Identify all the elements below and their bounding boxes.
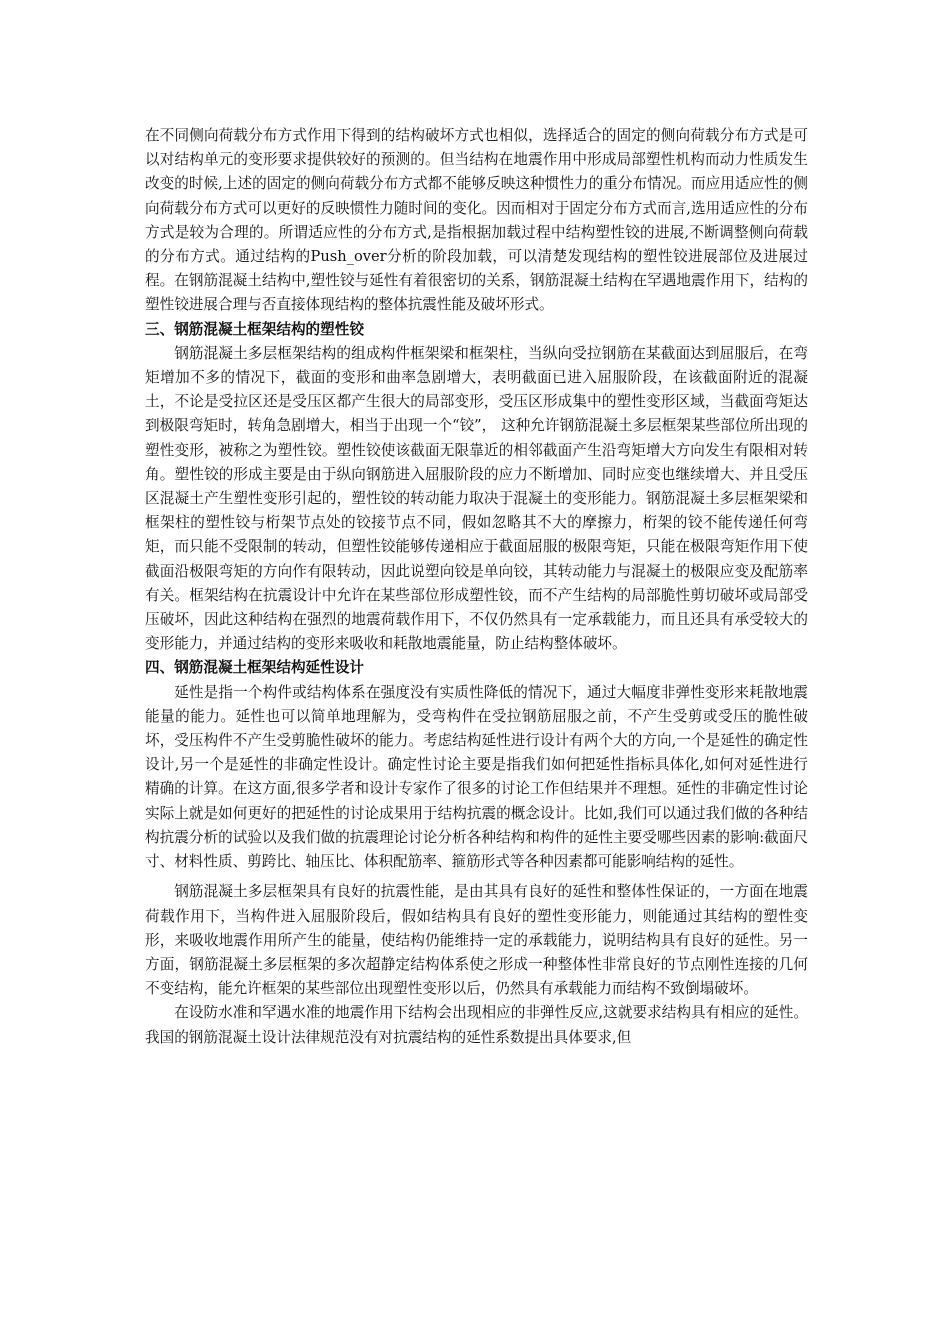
paragraph-plastic-hinge: 钢筋混凝土多层框架结构的组成构件框架梁和框架柱，当纵向受拉钢筋在某截面达到屈服后，在弯矩增加不多的情况下，截面的变形和曲率急剧增大，表明截面已进入屈服阶段，在该截面附近的混凝土，不论是受拉区还是受压区都产生很大的局部变形，受压区形成集中的塑性变形区域，当截面弯矩达到极限弯矩时，转角急剧增大，相当于出现一个“铰”， 这种允许钢筋混凝土多层框架某些部位所出现的塑性变形，被称之为塑性铰。塑性铰使该截面无限靠近的相邻截面产生沿弯矩增大方向发生有限相对转角。塑性铰的形成主要是由于纵向钢筋进入屈服阶段的应力不断增加、同时应变也继续增大、并且受压区混凝土产生塑性变形引起的，塑性铰的转动能力取决于混凝土的变形能力。钢筋混凝土多层框架梁和框架柱的塑性铰与桁架节点处的铰接节点不同，假如忽略其不大的摩擦力，桁架的铰不能传递任何弯矩，而只能不受限制的转动，但塑性铰能够传递相应于截面屈服的极限弯矩，只能在极限弯矩作用下使截面沿极限弯矩的方向作有限转动，因此说塑向铰是单向铰，其转动能力与混凝土的极限应变及配筋率有关。框架结构在抗震设计中允许在某些部位形成塑性铰，而不产生结构的局部脆性剪切破坏或局部受压破坏，因此这种结构在强烈的地震荷载作用下，不仅仍然具有一定承载能力，而且还具有承受较大的变形能力，并通过结构的变形来吸收和耗散地震能量，防止结构整体破坏。 [145,344,808,653]
paragraph-frame-seismic-performance: 钢筋混凝土多层框架具有良好的抗震性能，是由其具有良好的延性和整体性保证的，一方面在地震荷载作用下，当构件进入屈服阶段后，假如结构具有良好的塑性变形能力，则能通过其结构的塑性变形，来吸收地震作用所产生的能量，使结构仍能维持一定的承载能力，说明结构具有良好的延性。另一方面，钢筋混凝土多层框架的多次超静定结构体系使之形成一种整体性非常良好的节点刚性连接的几何不变结构，能允许框架的某些部位出现塑性变形以后，仍然具有承载能力而结构不致倒塌破坏。 [145,883,808,998]
paragraph-seismic-levels: 在设防水准和罕遇水准的地震作用下结构会出现相应的非弹性反应,这就要求结构具有相应的延性。我国的钢筋混凝土设计法律规范没有对抗震结构的延性系数提出具体要求,但 [145,1004,808,1046]
document-page [145,124,808,1050]
section-heading-plastic-hinge: 三、钢筋混凝土框架结构的塑性铰 [145,320,364,338]
paragraph-ductility-definition: 延性是指一个构件或结构体系在强度没有实质性降低的情况下，通过大幅度非弹性变形来耗散地震能量的能力。延性也可以简单地理解为，受弯构件在受拉钢筋屈服之前，不产生受剪或受压的脆性破坏，受压构件不产生受剪脆性破坏的能力。考虑结构延性进行设计有两个大的方向,一个是延性的确定性设计,另一个是延性的非确定性设计。确定性讨论主要是指我们如何把延性指标具体化,如何对延性进行精确的计算。在这方面,很多学者和设计专家作了很多的讨论工作但结果并不理想。延性的非确定性讨论实际上就是如何更好的把延性的讨论成果用于结构抗震的概念设计。比如,我们可以通过我们做的各种结构抗震分析的试验以及我们做的抗震理论讨论分析各种结构和构件的延性主要受哪些因素的影响:截面尺寸、材料性质、剪跨比、轴压比、体积配筋率、箍筋形式等各种因素都可能影响结构的延性。 [145,683,808,871]
section-heading-ductility-design: 四、钢筋混凝土框架结构延性设计 [145,659,364,677]
paragraph-intro: 在不同侧向荷载分布方式作用下得到的结构破坏方式也相似，选择适合的固定的侧向荷载分布方式是可以对结构单元的变形要求提供较好的预测的。但当结构在地震作用中形成局部塑性机构而动力性质发生改变的时候,上述的固定的侧向荷载分布方式都不能够反映这种惯性力的重分布情况。而应用适应性的侧向荷载分布方式可以更好的反映惯性力随时间的变化。因而相对于固定分布方式而言,选用适应性的分布方式是较为合理的。所谓适应性的分布方式,是指根据加载过程中结构塑性铰的进展,不断调整侧向荷载的分布方式。通过结构的Push_over分析的阶段加载，可以清楚发现结构的塑性铰进展部位及进展过程。在钢筋混凝土结构中,塑性铰与延性有着很密切的关系，钢筋混凝土结构在罕遇地震作用下，结构的塑性铰进展合理与否直接体现结构的整体抗震性能及破坏形式。 [145,127,808,314]
